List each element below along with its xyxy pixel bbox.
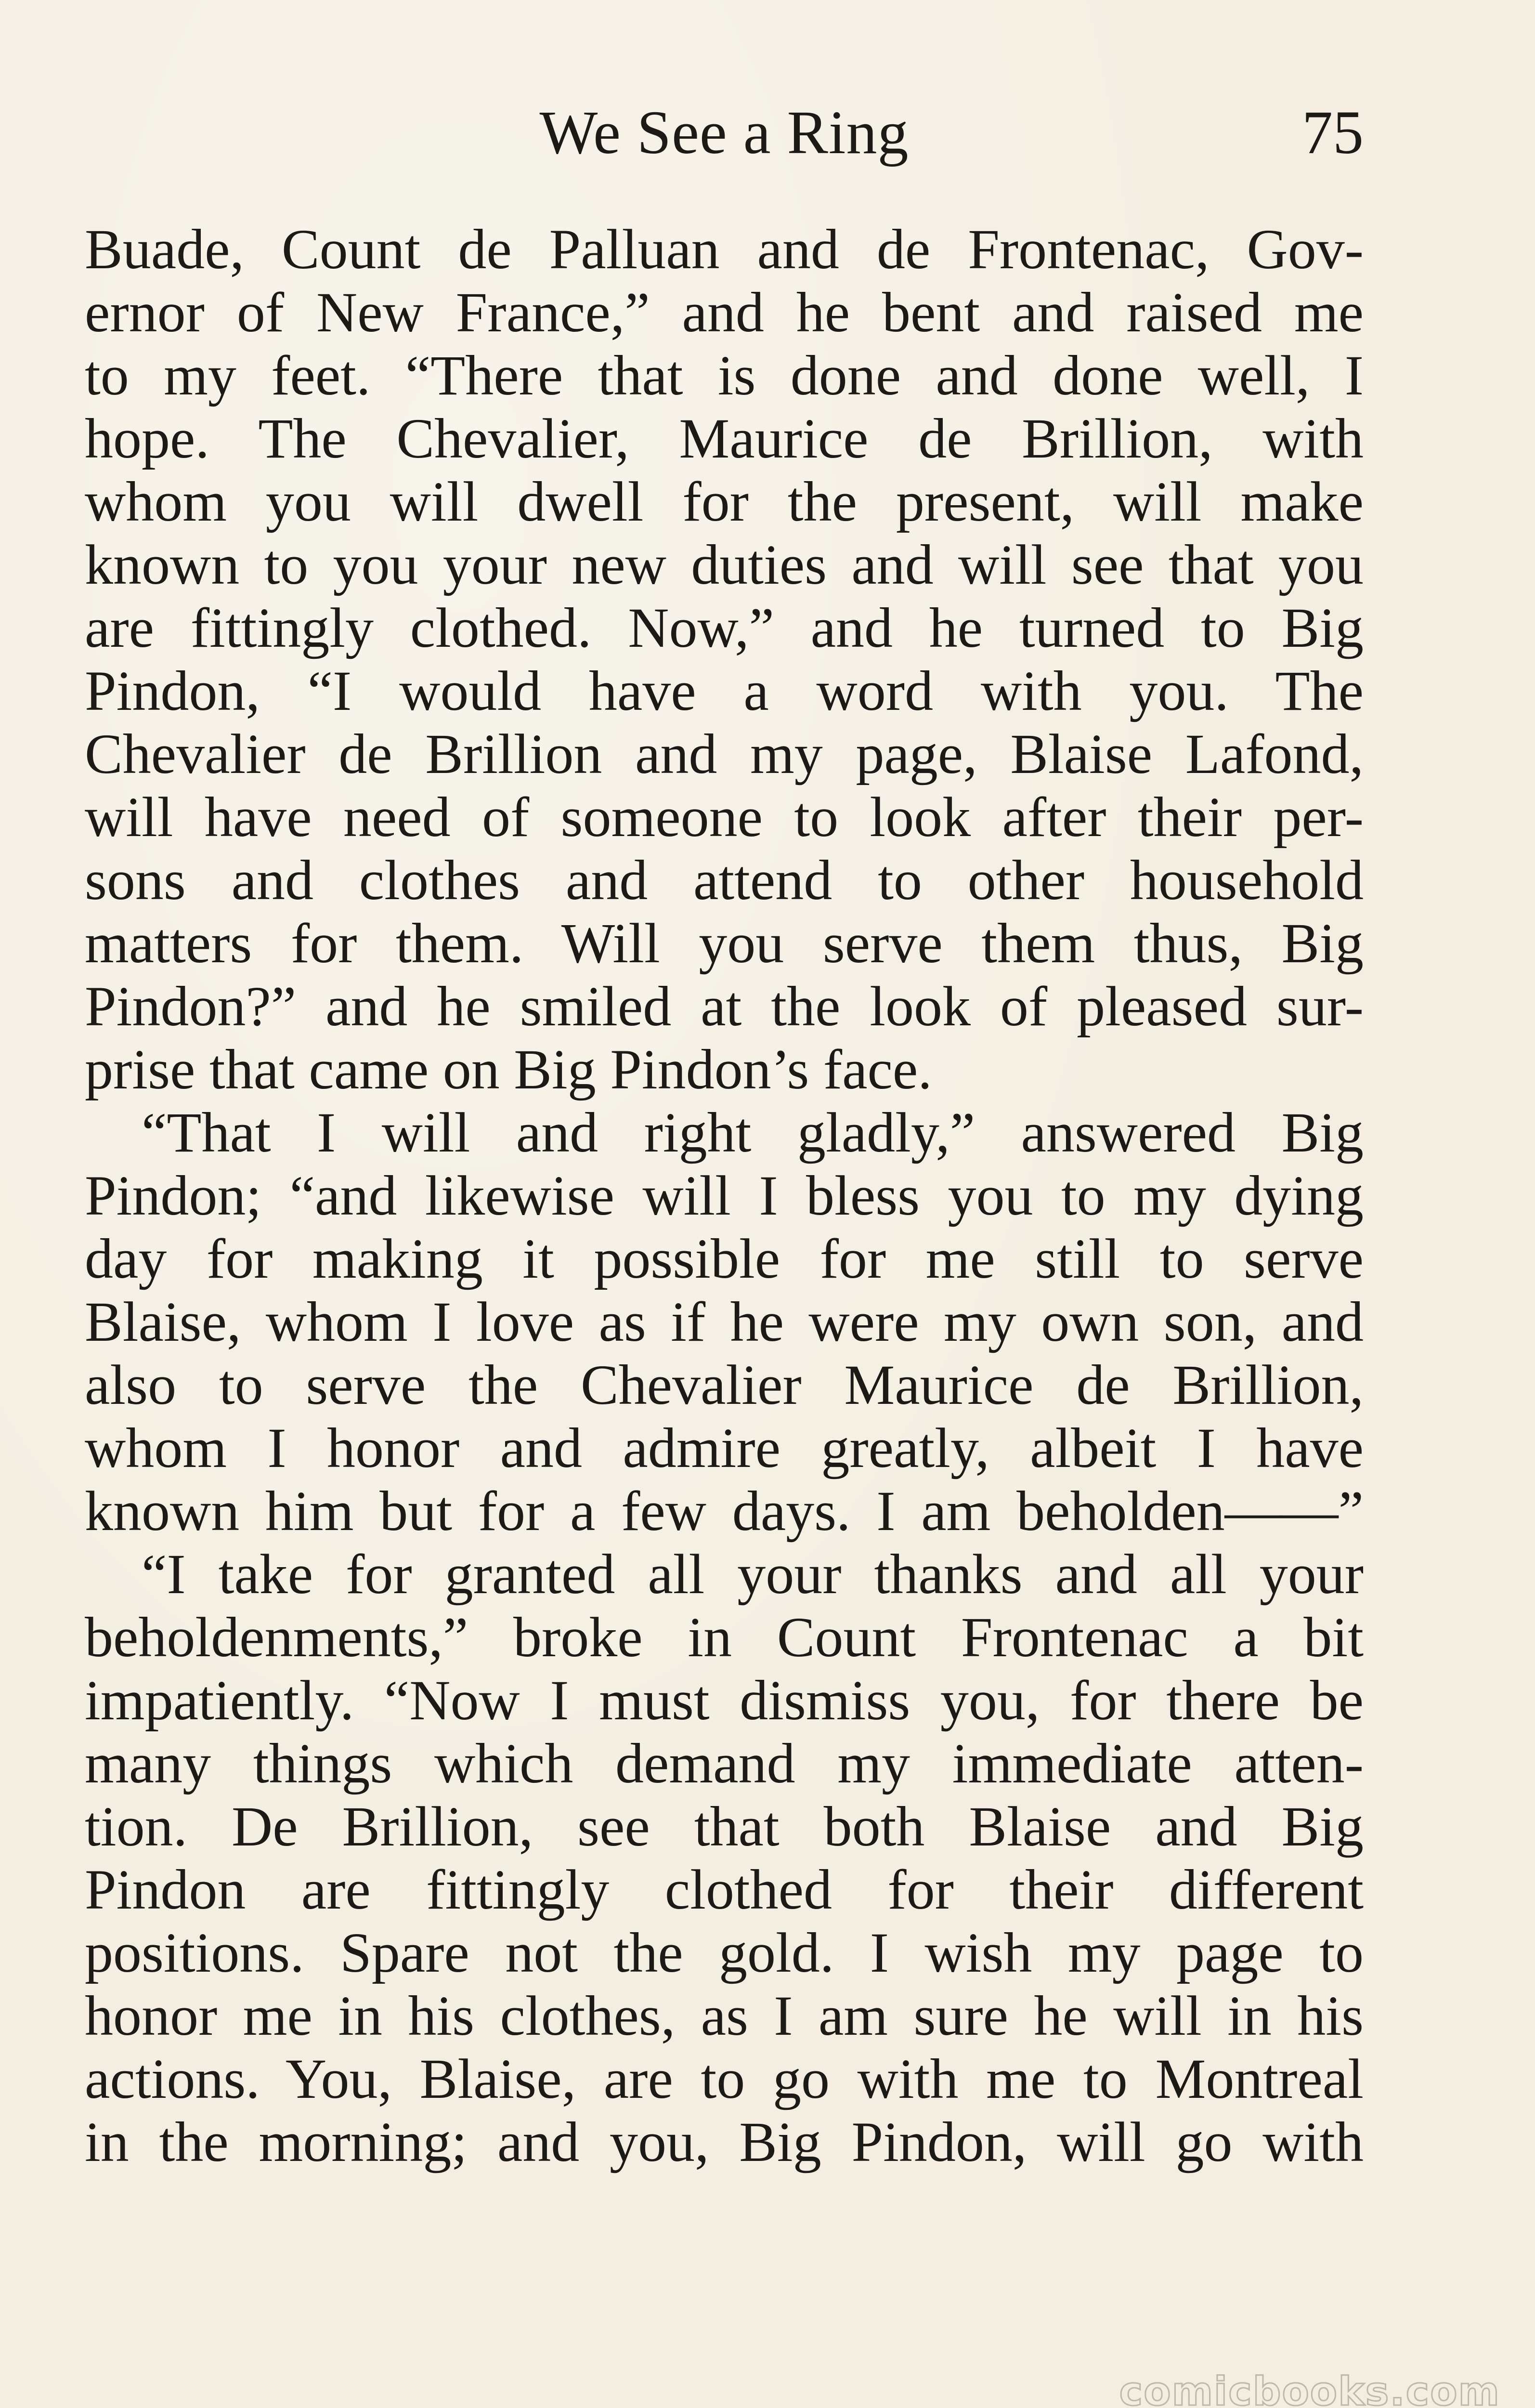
text-line: actions. You, Blaise, are to go with me to Montreal [85,2047,1364,2110]
text-line: Pindon?” and he smiled at the look of pleased sur- [85,975,1364,1038]
text-line: beholdenments,” broke in Count Frontenac a bit [85,1606,1364,1669]
text-line: are fittingly clothed. Now,” and he turned to Big [85,596,1364,659]
text-line: known to you your new duties and will see that you [85,533,1364,596]
text-line: to my feet. “There that is done and done well, I [85,344,1364,407]
text-line: sons and clothes and attend to other household [85,849,1364,912]
text-line: prise that came on Big Pindon’s face. [85,1038,932,1101]
text-line: Buade, Count de Palluan and de Frontenac, Gov- [85,218,1364,281]
text-line: hope. The Chevalier, Maurice de Brillion, with [85,407,1364,470]
text-line: “I take for granted all your thanks and all your [142,1543,1364,1606]
text-line: Chevalier de Brillion and my page, Blaise Lafond, [85,722,1364,785]
text-line: also to serve the Chevalier Maurice de Brillion, [85,1353,1364,1416]
watermark: comicbooks.com [1119,2369,1500,2408]
text-line: matters for them. Will you serve them thus, Big [85,912,1364,975]
page-number: 75 [1302,98,1364,167]
text-line: whom I honor and admire greatly, albeit I have [85,1416,1364,1479]
text-line: tion. De Brillion, see that both Blaise and Big [85,1795,1364,1858]
text-line: ernor of New France,” and he bent and raised me [85,281,1364,344]
text-line: whom you will dwell for the present, will make [85,470,1364,533]
text-line: day for making it possible for me still to serve [85,1227,1364,1290]
text-line: Pindon; “and likewise will I bless you to my dying [85,1164,1364,1227]
page-header [85,98,1364,167]
text-line: impatiently. “Now I must dismiss you, for there be [85,1669,1364,1732]
text-line: positions. Spare not the gold. I wish my page to [85,1921,1364,1984]
text-line: many things which demand my immediate atten- [85,1732,1364,1795]
text-line: Pindon are fittingly clothed for their different [85,1858,1364,1921]
running-head: We See a Ring [539,98,909,167]
body-text [85,218,1364,2173]
text-line: Blaise, whom I love as if he were my own son, and [85,1290,1364,1353]
text-line: in the morning; and you, Big Pindon, will go with [85,2110,1364,2173]
text-line: “That I will and right gladly,” answered Big [142,1101,1364,1164]
text-line: known him but for a few days. I am beholden——” [85,1479,1364,1543]
text-line: will have need of someone to look after their per- [85,785,1364,849]
text-line: Pindon, “I would have a word with you. The [85,659,1364,722]
text-line: honor me in his clothes, as I am sure he will in his [85,1984,1364,2047]
